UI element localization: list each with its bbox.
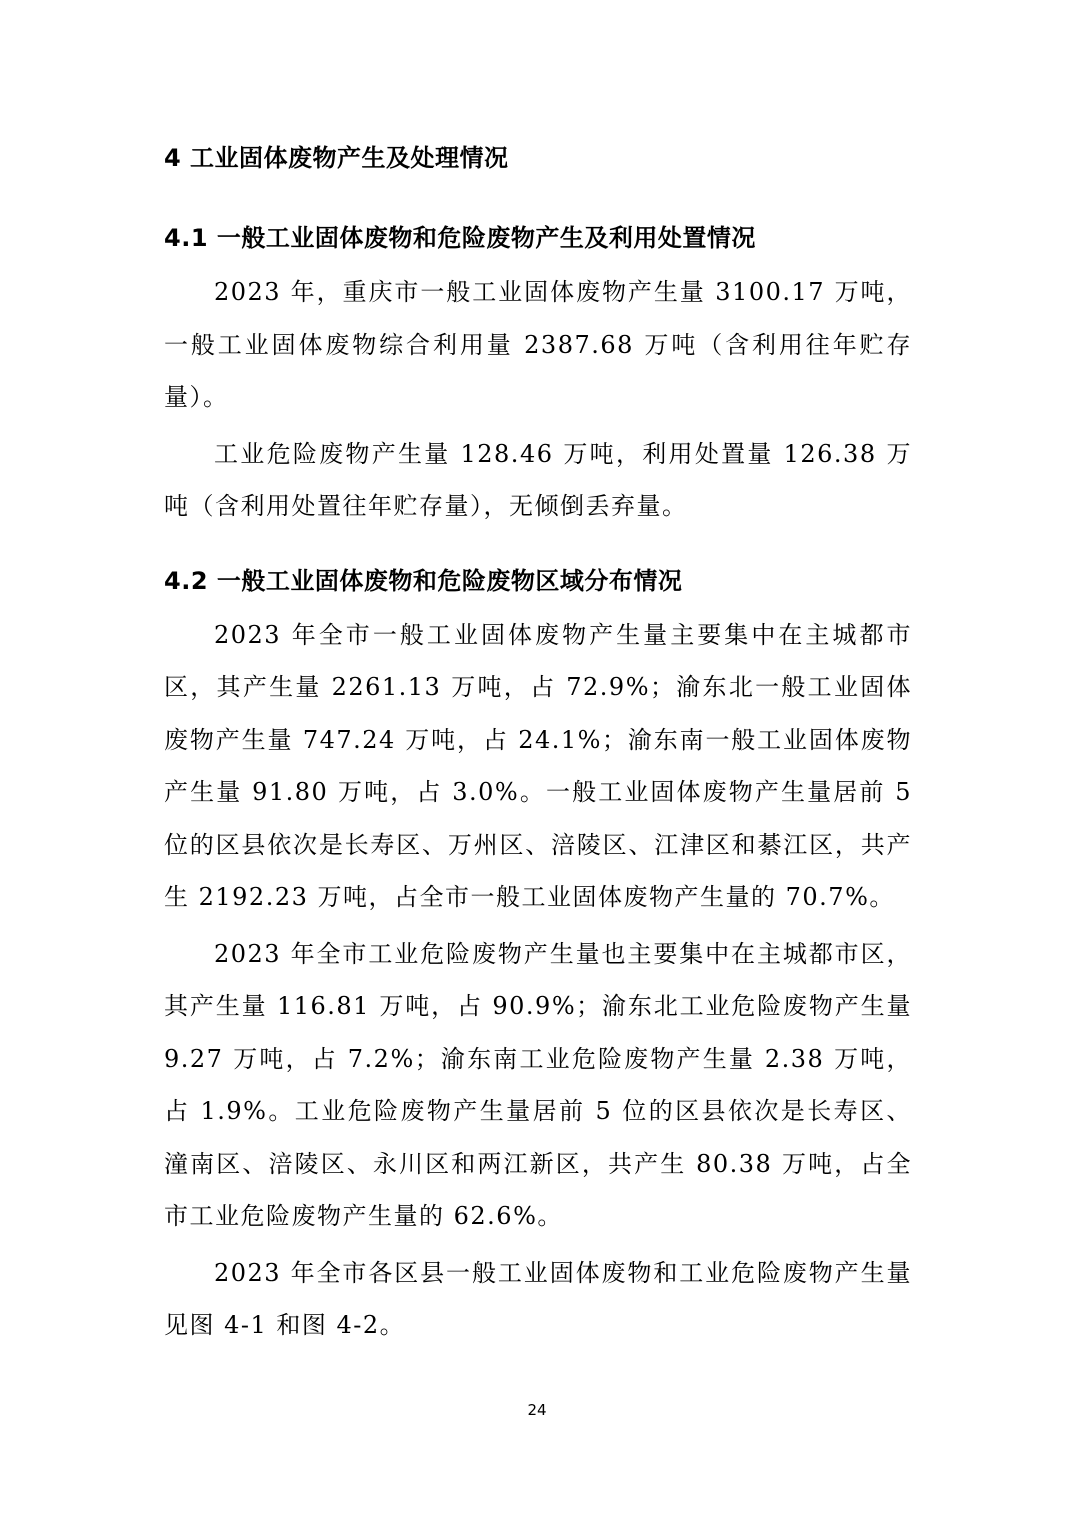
chapter-heading: 4 工业固体废物产生及处理情况 xyxy=(164,144,509,172)
paragraph: 2023 年全市一般工业固体废物产生量主要集中在主城都市区，其产生量 2261.13 万吨，占 72.9%；渝东北一般工业固体废物产生量 747.24 万吨，占 24.1%；渝东南一般工业固体废物产生量 91.80 万吨，占 3.0%。一般工业固体废物产生量居前 5 位的区县依次是长寿区、万州区、涪陵区、江津区和綦江区，共产生 2192.23 万吨，占全市一般工业固体废物产生量的 70.7%。 xyxy=(164,620,912,911)
section-heading-4-1: 4.1 一般工业固体废物和危险废物产生及利用处置情况 xyxy=(164,224,756,252)
paragraph: 2023 年，重庆市一般工业固体废物产生量 3100.17 万吨，一般工业固体废物综合利用量 2387.68 万吨（含利用往年贮存量）。 xyxy=(164,278,912,411)
page-content xyxy=(164,138,912,1356)
paragraph: 2023 年全市工业危险废物产生量也主要集中在主城都市区，其产生量 116.81 万吨，占 90.9%；渝东北工业危险废物产生量 9.27 万吨，占 7.2%；渝东南工业危险废物产生量 2.38 万吨，占 1.9%。工业危险废物产生量居前 5 位的区县依次是长寿区、潼南区、涪陵区、永川区和两江新区，共产生 80.38 万吨，占全市工业危险废物产生量的 62.6%。 xyxy=(164,939,912,1230)
paragraph: 2023 年全市各区县一般工业固体废物和工业危险废物产生量见图 4-1 和图 4-2。 xyxy=(164,1258,912,1339)
page-number: 24 xyxy=(527,1401,547,1419)
section-heading-4-2: 4.2 一般工业固体废物和危险废物区域分布情况 xyxy=(164,566,683,595)
paragraph: 工业危险废物产生量 128.46 万吨，利用处置量 126.38 万吨（含利用处置往年贮存量），无倾倒丢弃量。 xyxy=(164,439,912,520)
